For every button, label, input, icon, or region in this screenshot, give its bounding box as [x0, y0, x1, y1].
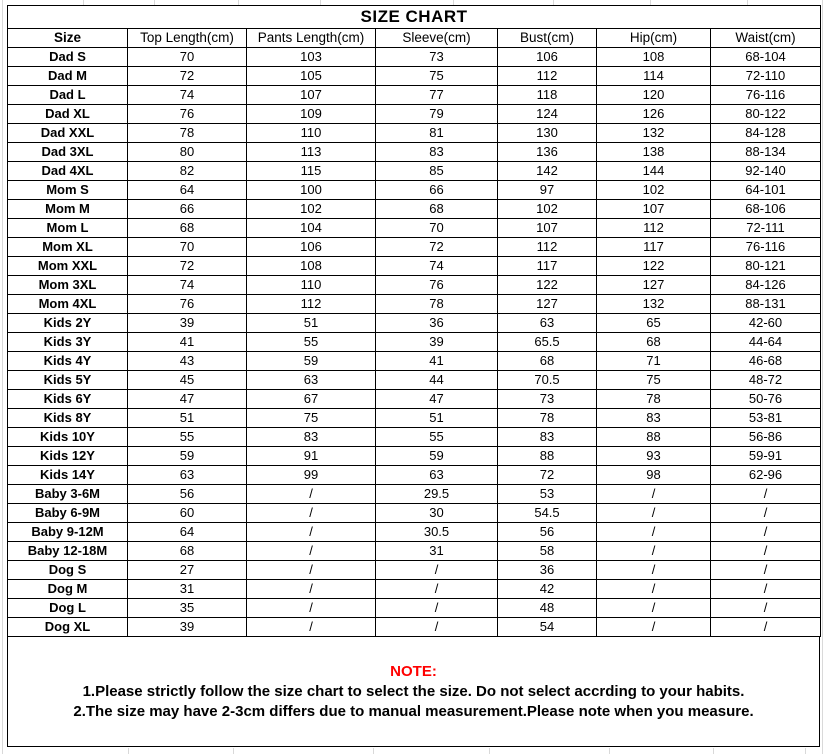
- cell-value: 70: [128, 238, 247, 257]
- cell-value: 74: [128, 86, 247, 105]
- cell-value: 75: [247, 409, 376, 428]
- cell-value: 29.5: [376, 485, 498, 504]
- row-size-label: Kids 10Y: [8, 428, 128, 447]
- row-size-label: Kids 8Y: [8, 409, 128, 428]
- row-size-label: Kids 12Y: [8, 447, 128, 466]
- table-row: [8, 200, 821, 219]
- cell-value: /: [247, 523, 376, 542]
- row-size-label: Kids 5Y: [8, 371, 128, 390]
- cell-value: 68: [376, 200, 498, 219]
- cell-value: /: [711, 580, 821, 599]
- cell-value: 78: [128, 124, 247, 143]
- cell-value: 66: [128, 200, 247, 219]
- cell-value: 102: [247, 200, 376, 219]
- cell-value: 144: [597, 162, 711, 181]
- cell-value: 78: [376, 295, 498, 314]
- cell-value: /: [711, 618, 821, 637]
- cell-value: /: [597, 504, 711, 523]
- cell-value: 79: [376, 105, 498, 124]
- note-line-2: 2.The size may have 2-3cm differs due to manual measurement.Please note when you measure.: [73, 703, 754, 720]
- cell-value: 59: [128, 447, 247, 466]
- cell-value: 99: [247, 466, 376, 485]
- cell-value: 122: [597, 257, 711, 276]
- cell-value: 85: [376, 162, 498, 181]
- cell-value: /: [247, 504, 376, 523]
- row-size-label: Mom 3XL: [8, 276, 128, 295]
- cell-value: 54.5: [498, 504, 597, 523]
- cell-value: 63: [128, 466, 247, 485]
- grid-line: [805, 748, 806, 754]
- cell-value: 76: [128, 295, 247, 314]
- cell-value: 42-60: [711, 314, 821, 333]
- cell-value: 83: [597, 409, 711, 428]
- cell-value: 35: [128, 599, 247, 618]
- column-header: Size: [8, 29, 128, 48]
- table-row: [8, 276, 821, 295]
- cell-value: 51: [376, 409, 498, 428]
- cell-value: 27: [128, 561, 247, 580]
- cell-value: 53-81: [711, 409, 821, 428]
- cell-value: 118: [498, 86, 597, 105]
- grid-line: [373, 748, 374, 754]
- cell-value: 78: [498, 409, 597, 428]
- table-row: [8, 561, 821, 580]
- cell-value: 56: [498, 523, 597, 542]
- cell-value: 64-101: [711, 181, 821, 200]
- cell-value: 74: [376, 257, 498, 276]
- cell-value: 45: [128, 371, 247, 390]
- row-size-label: Dad L: [8, 86, 128, 105]
- cell-value: 59: [247, 352, 376, 371]
- title-row: [8, 6, 821, 29]
- cell-value: 55: [247, 333, 376, 352]
- cell-value: 142: [498, 162, 597, 181]
- cell-value: /: [597, 485, 711, 504]
- cell-value: 68: [498, 352, 597, 371]
- cell-value: 56: [128, 485, 247, 504]
- cell-value: 80-122: [711, 105, 821, 124]
- cell-value: 64: [128, 523, 247, 542]
- cell-value: 100: [247, 181, 376, 200]
- cell-value: 72: [376, 238, 498, 257]
- cell-value: 68: [128, 542, 247, 561]
- row-size-label: Mom XXL: [8, 257, 128, 276]
- table-row: [8, 333, 821, 352]
- cell-value: 112: [597, 219, 711, 238]
- cell-value: 115: [247, 162, 376, 181]
- cell-value: 44: [376, 371, 498, 390]
- cell-value: 92-140: [711, 162, 821, 181]
- cell-value: 97: [498, 181, 597, 200]
- cell-value: 76: [376, 276, 498, 295]
- cell-value: 91: [247, 447, 376, 466]
- cell-value: 31: [128, 580, 247, 599]
- cell-value: /: [711, 542, 821, 561]
- cell-value: 107: [247, 86, 376, 105]
- cell-value: 78: [597, 390, 711, 409]
- cell-value: 93: [597, 447, 711, 466]
- row-size-label: Kids 6Y: [8, 390, 128, 409]
- cell-value: 39: [128, 314, 247, 333]
- cell-value: 70: [376, 219, 498, 238]
- row-size-label: Dog M: [8, 580, 128, 599]
- cell-value: 73: [498, 390, 597, 409]
- cell-value: /: [597, 599, 711, 618]
- cell-value: 108: [247, 257, 376, 276]
- cell-value: 107: [498, 219, 597, 238]
- table-row: [8, 67, 821, 86]
- cell-value: /: [376, 580, 498, 599]
- cell-value: 51: [128, 409, 247, 428]
- cell-value: 41: [128, 333, 247, 352]
- cell-value: 68-106: [711, 200, 821, 219]
- table-row: [8, 390, 821, 409]
- cell-value: 114: [597, 67, 711, 86]
- cell-value: 106: [498, 48, 597, 67]
- row-size-label: Kids 4Y: [8, 352, 128, 371]
- row-size-label: Dad XXL: [8, 124, 128, 143]
- table-row: [8, 447, 821, 466]
- cell-value: /: [247, 618, 376, 637]
- column-header: Sleeve(cm): [376, 29, 498, 48]
- cell-value: 63: [247, 371, 376, 390]
- cell-value: /: [711, 523, 821, 542]
- row-size-label: Kids 14Y: [8, 466, 128, 485]
- cell-value: /: [597, 580, 711, 599]
- cell-value: 72: [128, 67, 247, 86]
- grid-line: [713, 748, 714, 754]
- cell-value: 56-86: [711, 428, 821, 447]
- cell-value: 60: [128, 504, 247, 523]
- cell-value: 109: [247, 105, 376, 124]
- table-row: [8, 86, 821, 105]
- cell-value: 132: [597, 124, 711, 143]
- table-row: [8, 105, 821, 124]
- cell-value: 55: [128, 428, 247, 447]
- cell-value: 138: [597, 143, 711, 162]
- cell-value: 98: [597, 466, 711, 485]
- cell-value: 127: [498, 295, 597, 314]
- cell-value: 74: [128, 276, 247, 295]
- table-row: [8, 162, 821, 181]
- cell-value: 30: [376, 504, 498, 523]
- cell-value: 127: [597, 276, 711, 295]
- cell-value: 41: [376, 352, 498, 371]
- row-size-label: Dad M: [8, 67, 128, 86]
- cell-value: 72: [498, 466, 597, 485]
- cell-value: 48: [498, 599, 597, 618]
- cell-value: 59-91: [711, 447, 821, 466]
- table-row: [8, 314, 821, 333]
- table-row: [8, 504, 821, 523]
- table-row: [8, 485, 821, 504]
- cell-value: 75: [597, 371, 711, 390]
- row-size-label: Mom 4XL: [8, 295, 128, 314]
- cell-value: 105: [247, 67, 376, 86]
- column-header: Top Length(cm): [128, 29, 247, 48]
- cell-value: /: [247, 485, 376, 504]
- cell-value: 67: [247, 390, 376, 409]
- cell-value: 112: [498, 238, 597, 257]
- column-header: Hip(cm): [597, 29, 711, 48]
- cell-value: 88: [597, 428, 711, 447]
- row-size-label: Mom M: [8, 200, 128, 219]
- cell-value: 63: [498, 314, 597, 333]
- cell-value: 42: [498, 580, 597, 599]
- cell-value: 84-128: [711, 124, 821, 143]
- cell-value: /: [711, 561, 821, 580]
- cell-value: 30.5: [376, 523, 498, 542]
- cell-value: 31: [376, 542, 498, 561]
- cell-value: 63: [376, 466, 498, 485]
- row-size-label: Kids 2Y: [8, 314, 128, 333]
- cell-value: 55: [376, 428, 498, 447]
- table-row: [8, 599, 821, 618]
- cell-value: 126: [597, 105, 711, 124]
- cell-value: 47: [128, 390, 247, 409]
- cell-value: 106: [247, 238, 376, 257]
- grid-line: [233, 748, 234, 754]
- cell-value: 68: [128, 219, 247, 238]
- column-header: Bust(cm): [498, 29, 597, 48]
- cell-value: 59: [376, 447, 498, 466]
- cell-value: 110: [247, 124, 376, 143]
- cell-value: 43: [128, 352, 247, 371]
- cell-value: 117: [597, 238, 711, 257]
- table-row: [8, 143, 821, 162]
- cell-value: 36: [376, 314, 498, 333]
- cell-value: 136: [498, 143, 597, 162]
- cell-value: 104: [247, 219, 376, 238]
- row-size-label: Mom XL: [8, 238, 128, 257]
- table-row: [8, 409, 821, 428]
- table-row: [8, 257, 821, 276]
- cell-value: 76-116: [711, 238, 821, 257]
- cell-value: 83: [498, 428, 597, 447]
- cell-value: 108: [597, 48, 711, 67]
- cell-value: /: [247, 542, 376, 561]
- cell-value: 112: [247, 295, 376, 314]
- cell-value: 70.5: [498, 371, 597, 390]
- cell-value: 72: [128, 257, 247, 276]
- grid-line: [822, 0, 823, 754]
- column-header-row: [8, 29, 821, 48]
- cell-value: 73: [376, 48, 498, 67]
- table-row: [8, 219, 821, 238]
- cell-value: /: [711, 485, 821, 504]
- row-size-label: Baby 6-9M: [8, 504, 128, 523]
- cell-value: 84-126: [711, 276, 821, 295]
- cell-value: /: [711, 599, 821, 618]
- row-size-label: Dog XL: [8, 618, 128, 637]
- cell-value: 75: [376, 67, 498, 86]
- cell-value: 88: [498, 447, 597, 466]
- cell-value: /: [247, 599, 376, 618]
- table-row: [8, 523, 821, 542]
- cell-value: 39: [376, 333, 498, 352]
- grid-line: [128, 748, 129, 754]
- cell-value: /: [711, 504, 821, 523]
- table-row: [8, 618, 821, 637]
- grid-line: [2, 0, 3, 754]
- cell-value: 83: [247, 428, 376, 447]
- cell-value: 130: [498, 124, 597, 143]
- cell-value: 132: [597, 295, 711, 314]
- row-size-label: Kids 3Y: [8, 333, 128, 352]
- cell-value: 122: [498, 276, 597, 295]
- cell-value: 46-68: [711, 352, 821, 371]
- size-chart-table: [7, 5, 821, 637]
- cell-value: 102: [597, 181, 711, 200]
- note-line-1: 1.Please strictly follow the size chart to select the size. Do not select accrding to your habits.: [82, 683, 745, 700]
- row-size-label: Dog S: [8, 561, 128, 580]
- row-size-label: Dad S: [8, 48, 128, 67]
- cell-value: 48-72: [711, 371, 821, 390]
- table-row: [8, 48, 821, 67]
- table-row: [8, 295, 821, 314]
- cell-value: 65: [597, 314, 711, 333]
- cell-value: 68-104: [711, 48, 821, 67]
- note-heading: NOTE:: [390, 663, 437, 680]
- cell-value: /: [597, 523, 711, 542]
- table-row: [8, 238, 821, 257]
- cell-value: 44-64: [711, 333, 821, 352]
- cell-value: 110: [247, 276, 376, 295]
- cell-value: 77: [376, 86, 498, 105]
- cell-value: 36: [498, 561, 597, 580]
- table-row: [8, 542, 821, 561]
- cell-value: /: [376, 599, 498, 618]
- cell-value: 68: [597, 333, 711, 352]
- cell-value: 62-96: [711, 466, 821, 485]
- cell-value: 83: [376, 143, 498, 162]
- cell-value: 53: [498, 485, 597, 504]
- page-title: SIZE CHART: [8, 6, 821, 29]
- cell-value: 103: [247, 48, 376, 67]
- cell-value: /: [597, 618, 711, 637]
- cell-value: 112: [498, 67, 597, 86]
- cell-value: 81: [376, 124, 498, 143]
- cell-value: 51: [247, 314, 376, 333]
- table-row: [8, 580, 821, 599]
- grid-line: [609, 748, 610, 754]
- cell-value: 71: [597, 352, 711, 371]
- table-row: [8, 371, 821, 390]
- cell-value: 82: [128, 162, 247, 181]
- cell-value: 50-76: [711, 390, 821, 409]
- column-header: Pants Length(cm): [247, 29, 376, 48]
- row-size-label: Baby 9-12M: [8, 523, 128, 542]
- cell-value: 117: [498, 257, 597, 276]
- cell-value: /: [247, 580, 376, 599]
- cell-value: 70: [128, 48, 247, 67]
- row-size-label: Dad 4XL: [8, 162, 128, 181]
- cell-value: 72-110: [711, 67, 821, 86]
- cell-value: 58: [498, 542, 597, 561]
- cell-value: /: [597, 542, 711, 561]
- row-size-label: Dad XL: [8, 105, 128, 124]
- table-row: [8, 466, 821, 485]
- cell-value: 80: [128, 143, 247, 162]
- table-row: [8, 428, 821, 447]
- column-header: Waist(cm): [711, 29, 821, 48]
- table-row: [8, 181, 821, 200]
- row-size-label: Dog L: [8, 599, 128, 618]
- grid-line: [489, 748, 490, 754]
- row-size-label: Baby 12-18M: [8, 542, 128, 561]
- cell-value: /: [597, 561, 711, 580]
- cell-value: 54: [498, 618, 597, 637]
- cell-value: 72-111: [711, 219, 821, 238]
- row-size-label: Mom S: [8, 181, 128, 200]
- row-size-label: Dad 3XL: [8, 143, 128, 162]
- cell-value: 80-121: [711, 257, 821, 276]
- row-size-label: Baby 3-6M: [8, 485, 128, 504]
- cell-value: 39: [128, 618, 247, 637]
- cell-value: 102: [498, 200, 597, 219]
- cell-value: 88-134: [711, 143, 821, 162]
- cell-value: 76: [128, 105, 247, 124]
- cell-value: 88-131: [711, 295, 821, 314]
- note-box: [7, 636, 820, 747]
- cell-value: /: [376, 618, 498, 637]
- cell-value: 65.5: [498, 333, 597, 352]
- row-size-label: Mom L: [8, 219, 128, 238]
- cell-value: 120: [597, 86, 711, 105]
- cell-value: 76-116: [711, 86, 821, 105]
- cell-value: /: [376, 561, 498, 580]
- cell-value: 66: [376, 181, 498, 200]
- cell-value: 64: [128, 181, 247, 200]
- table-row: [8, 124, 821, 143]
- cell-value: /: [247, 561, 376, 580]
- cell-value: 107: [597, 200, 711, 219]
- table-row: [8, 352, 821, 371]
- cell-value: 47: [376, 390, 498, 409]
- cell-value: 113: [247, 143, 376, 162]
- cell-value: 124: [498, 105, 597, 124]
